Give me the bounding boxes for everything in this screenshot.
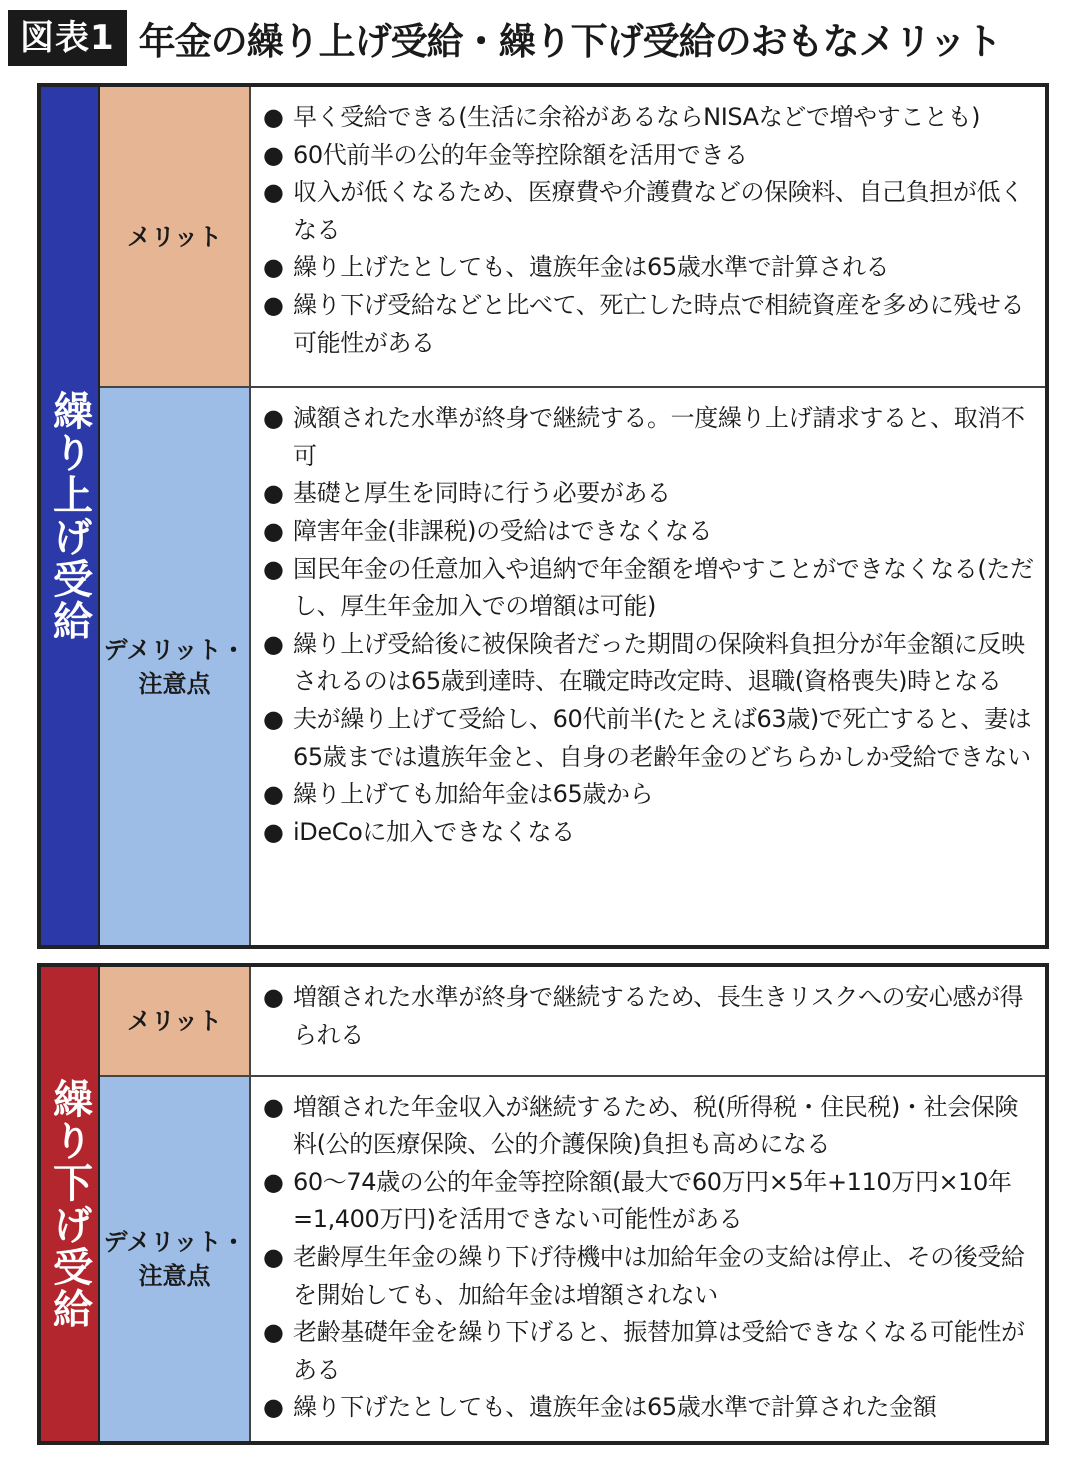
- list-item: ● 繰り上げたとしても、遺族年金は65歳水準で計算される: [263, 249, 1035, 287]
- kurisage-rows: [100, 967, 1045, 1441]
- figure-title: 年金の繰り上げ受給・繰り下げ受給のおもなメリット: [138, 20, 1002, 63]
- demerit-label-line1: デメリット・: [103, 1227, 246, 1256]
- kuriage-rows: [100, 87, 1045, 945]
- list-item: ● 60代前半の公的年金等控除額を活用できる: [263, 137, 1035, 175]
- list-item: ● 繰り下げ受給などと比べて、死亡した時点で相続資産を多めに残せる可能性がある: [263, 287, 1035, 362]
- kurisage-demerit-content: [251, 1077, 1045, 1441]
- kurisage-merit-content: [251, 967, 1045, 1075]
- list-item: ● 夫が繰り上げて受給し、60代前半(たとえば63歳)で死亡すると、妻は65歳までは遺族年金と、自身の老齢年金のどちらかしか受給できない: [263, 701, 1035, 776]
- list-item: ● 早く受給できる(生活に余裕があるならNISAなどで増やすことも): [263, 99, 1035, 137]
- demerit-label-line1: デメリット・: [103, 635, 246, 664]
- list-item: ● 増額された水準が終身で継続するため、長生きリスクへの安心感が得られる: [263, 979, 1035, 1054]
- list-item: ● 繰り上げ受給後に被保険者だった期間の保険料負担分が年金額に反映されるのは65歳到達時、在職定時改定時、退職(資格喪失)時となる: [263, 626, 1035, 701]
- kurisage-table: [37, 963, 1049, 1445]
- list-item: ● 収入が低くなるため、医療費や介護費などの保険料、自己負担が低くなる: [263, 174, 1035, 249]
- demerit-label-line2: 注意点: [138, 1261, 211, 1290]
- list-item: ● 老齢基礎年金を繰り下げると、振替加算は受給できなくなる可能性がある: [263, 1314, 1035, 1389]
- kurisage-merit-row: [100, 967, 1045, 1077]
- figure-label: 図表1: [8, 10, 127, 66]
- kurisage-demerit-label: [100, 1077, 251, 1441]
- kurisage-merit-label: メリット: [100, 967, 251, 1075]
- kuriage-side-header: [41, 87, 100, 945]
- figure-header: [8, 10, 1001, 66]
- kuriage-side-label: 繰り上げ受給: [46, 390, 93, 642]
- list-item: ● 60〜74歳の公的年金等控除額(最大で60万円×5年+110万円×10年=1,400万円)を活用できない可能性がある: [263, 1164, 1035, 1239]
- demerit-label-line2: 注意点: [138, 669, 211, 698]
- list-item: ● 老齢厚生年金の繰り下げ待機中は加給年金の支給は停止、その後受給を開始しても、加給年金は増額されない: [263, 1239, 1035, 1314]
- list-item: ● 国民年金の任意加入や追納で年金額を増やすことができなくなる(ただし、厚生年金加入での増額は可能): [263, 551, 1035, 626]
- list-item: ● iDeCoに加入できなくなる: [263, 814, 1035, 852]
- kuriage-merit-content: [251, 87, 1045, 386]
- list-item: ● 増額された年金収入が継続するため、税(所得税・住民税)・社会保険料(公的医療保険、公的介護保険)負担も高めになる: [263, 1089, 1035, 1164]
- list-item: ● 障害年金(非課税)の受給はできなくなる: [263, 513, 1035, 551]
- list-item: ● 繰り下げたとしても、遺族年金は65歳水準で計算された金額: [263, 1389, 1035, 1427]
- list-item: ● 減額された水準が終身で継続する。一度繰り上げ請求すると、取消不可: [263, 400, 1035, 475]
- kuriage-table: [37, 83, 1049, 949]
- kurisage-demerit-row: [100, 1077, 1045, 1441]
- list-item: ● 基礎と厚生を同時に行う必要がある: [263, 475, 1035, 513]
- kuriage-merit-label: メリット: [100, 87, 251, 386]
- kurisage-side-header: [41, 967, 100, 1441]
- kuriage-demerit-content: [251, 388, 1045, 945]
- list-item: ● 繰り上げても加給年金は65歳から: [263, 776, 1035, 814]
- kurisage-side-label: 繰り下げ受給: [46, 1078, 93, 1330]
- kuriage-demerit-row: [100, 388, 1045, 945]
- kuriage-merit-row: [100, 87, 1045, 388]
- kuriage-demerit-label: [100, 388, 251, 945]
